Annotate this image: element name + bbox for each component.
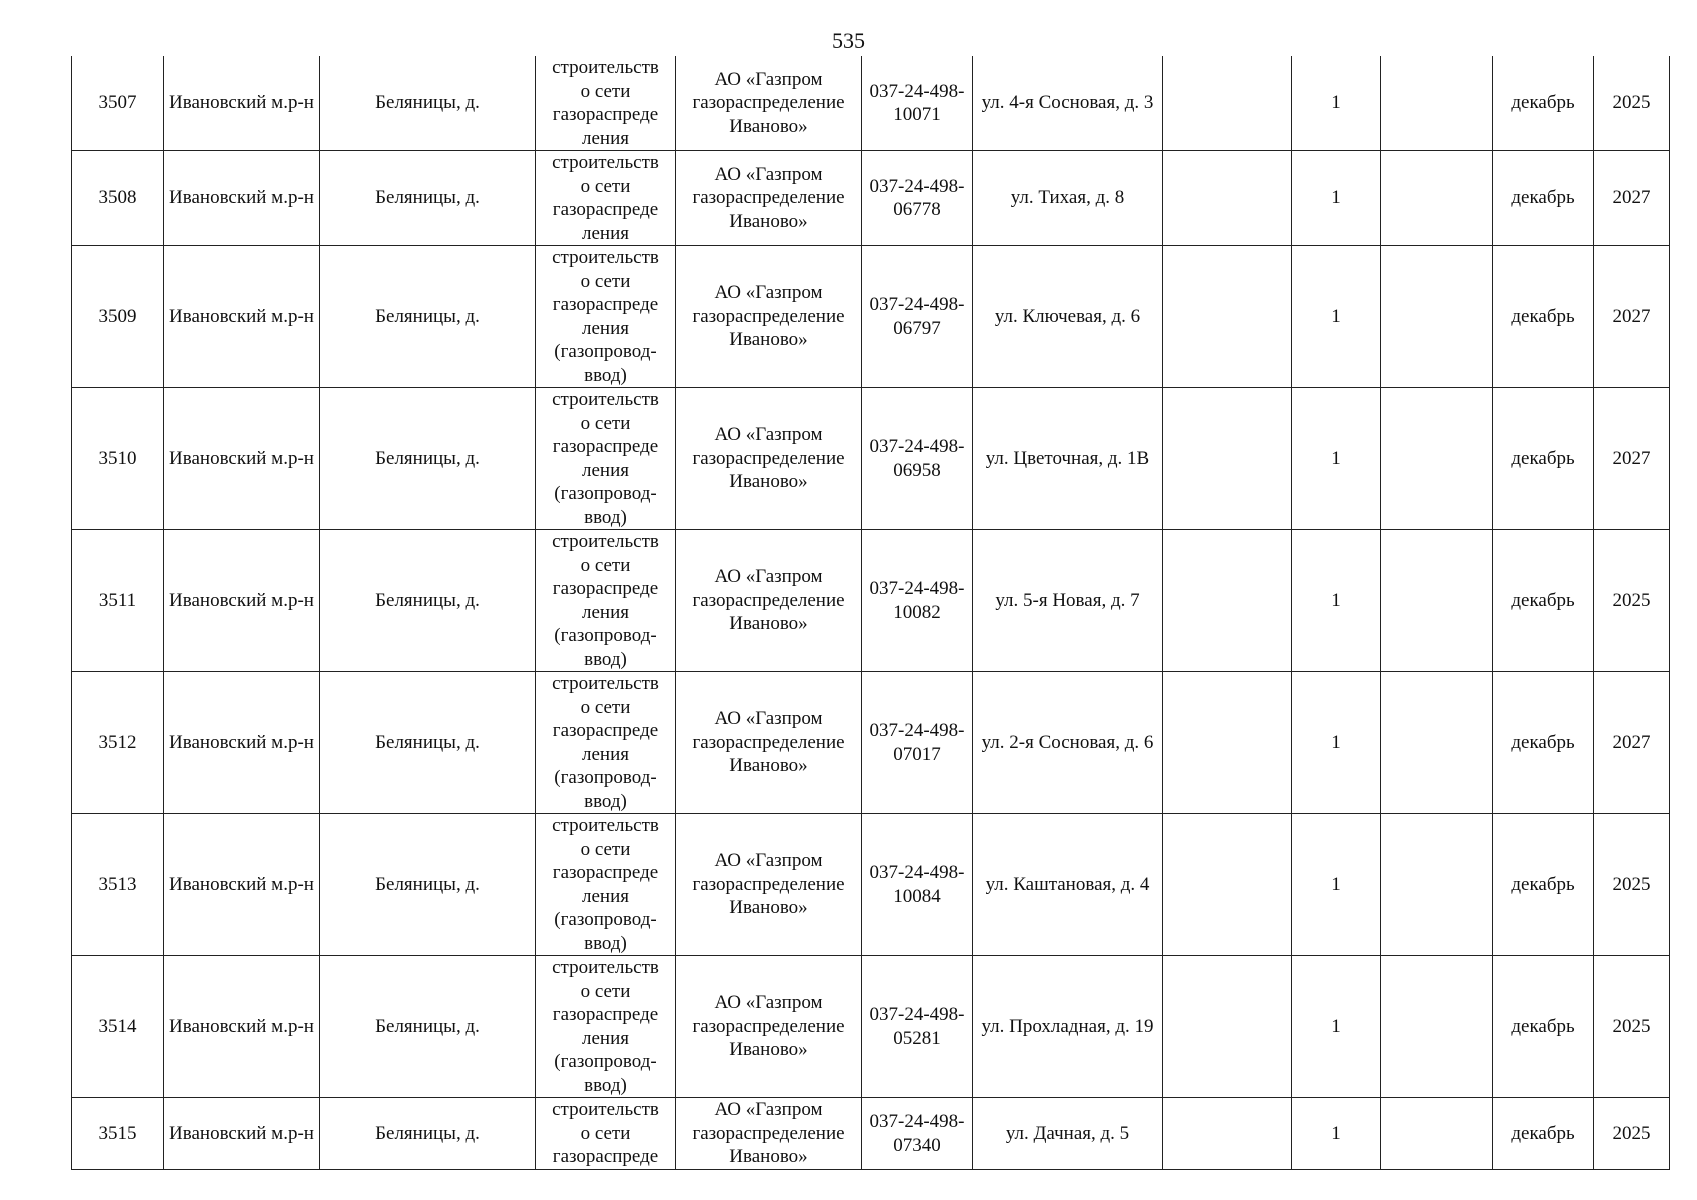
count-cell: 1 (1292, 814, 1381, 956)
work-type-line: о сети (580, 412, 631, 434)
count-cell: 1 (1292, 530, 1381, 672)
table-row (72, 151, 1670, 246)
locality-cell: Беляницы, д. (320, 530, 536, 672)
year-cell: 2027 (1594, 672, 1670, 814)
work-type-line: газораспреде (552, 294, 659, 315)
row-number: 3508 (72, 151, 164, 246)
work-type-line: строительств (552, 957, 659, 978)
district-cell: Ивановский м.р-н (164, 151, 320, 246)
work-type-line: о сети (580, 838, 631, 860)
empty-cell (1163, 672, 1292, 814)
application-number-cell: 037-24-498-05281 (862, 956, 973, 1098)
address-cell: ул. 4-я Сосновая, д. 3 (973, 56, 1163, 151)
address-cell: ул. Дачная, д. 5 (973, 1098, 1163, 1170)
locality-cell: Беляницы, д. (320, 56, 536, 151)
page-number: 535 (832, 28, 865, 53)
work-type-line: газораспреде (552, 720, 659, 741)
work-type-line: строительств (552, 1099, 659, 1121)
application-number-cell: 037-24-498-10082 (862, 530, 973, 672)
work-type-line: строительств (552, 57, 659, 78)
year-cell: 2025 (1594, 956, 1670, 1098)
empty-cell (1381, 530, 1493, 672)
operator-cell: АО «Газпром газораспределение Иваново» (676, 956, 862, 1098)
work-type-line: строительств (552, 389, 659, 410)
work-type-cell (536, 530, 676, 672)
work-type-line: строительств (552, 152, 659, 173)
district-cell: Ивановский м.р-н (164, 1098, 320, 1170)
work-type-line: газораспреде (552, 104, 659, 125)
district-cell: Ивановский м.р-н (164, 56, 320, 151)
register-body (72, 56, 1670, 1170)
work-type-line: газораспреде (552, 436, 659, 457)
locality-cell: Беляницы, д. (320, 672, 536, 814)
table-row (72, 246, 1670, 388)
count-cell: 1 (1292, 1098, 1381, 1170)
work-type-line: газораспреде (552, 1146, 659, 1168)
table-row (72, 388, 1670, 530)
operator-cell: АО «Газпром газораспределение Иваново» (676, 246, 862, 388)
operator-cell: АО «Газпром газораспределение Иваново» (676, 814, 862, 956)
empty-cell (1381, 814, 1493, 956)
work-type-line: ввод) (584, 506, 627, 528)
empty-cell (1381, 56, 1493, 151)
month-cell: декабрь (1493, 56, 1594, 151)
empty-cell (1163, 388, 1292, 530)
operator-cell: АО «Газпром газораспределение Иваново» (676, 1098, 862, 1170)
empty-cell (1163, 530, 1292, 672)
work-type-line: строительств (552, 247, 659, 268)
district-cell: Ивановский м.р-н (164, 956, 320, 1098)
count-cell: 1 (1292, 56, 1381, 151)
address-cell: ул. Прохладная, д. 19 (973, 956, 1163, 1098)
empty-cell (1163, 151, 1292, 246)
year-cell: 2025 (1594, 814, 1670, 956)
month-cell: декабрь (1493, 388, 1594, 530)
work-type-line: ввод) (584, 364, 627, 386)
work-type-line: строительств (552, 673, 659, 694)
count-cell: 1 (1292, 246, 1381, 388)
empty-cell (1381, 1098, 1493, 1170)
district-cell: Ивановский м.р-н (164, 814, 320, 956)
table-row (72, 814, 1670, 956)
work-type-line: ления (582, 222, 629, 244)
locality-cell: Беляницы, д. (320, 814, 536, 956)
work-type-line: ввод) (584, 648, 627, 670)
empty-cell (1381, 151, 1493, 246)
work-type-line: (газопровод- (554, 341, 657, 362)
work-type-line: о сети (580, 175, 631, 197)
address-cell: ул. Каштановая, д. 4 (973, 814, 1163, 956)
month-cell: декабрь (1493, 530, 1594, 672)
locality-cell: Беляницы, д. (320, 246, 536, 388)
application-number-cell: 037-24-498-07017 (862, 672, 973, 814)
empty-cell (1163, 56, 1292, 151)
work-type-line: о сети (580, 554, 631, 576)
count-cell: 1 (1292, 672, 1381, 814)
empty-cell (1163, 814, 1292, 956)
district-cell: Ивановский м.р-н (164, 388, 320, 530)
work-type-cell (536, 956, 676, 1098)
month-cell: декабрь (1493, 956, 1594, 1098)
application-number-cell: 037-24-498-07340 (862, 1098, 973, 1170)
empty-cell (1163, 1098, 1292, 1170)
year-cell: 2027 (1594, 388, 1670, 530)
row-number: 3510 (72, 388, 164, 530)
table-row (72, 1098, 1670, 1170)
month-cell: декабрь (1493, 246, 1594, 388)
work-type-line: ввод) (584, 932, 627, 954)
operator-cell: АО «Газпром газораспределение Иваново» (676, 151, 862, 246)
address-cell: ул. Тихая, д. 8 (973, 151, 1163, 246)
district-cell: Ивановский м.р-н (164, 246, 320, 388)
work-type-line: строительств (552, 815, 659, 836)
locality-cell: Беляницы, д. (320, 388, 536, 530)
table-row (72, 56, 1670, 151)
month-cell: декабрь (1493, 1098, 1594, 1170)
empty-cell (1381, 388, 1493, 530)
empty-cell (1163, 246, 1292, 388)
work-type-line: о сети (580, 980, 631, 1002)
year-cell: 2025 (1594, 1098, 1670, 1170)
work-type-line: газораспреде (552, 199, 659, 220)
work-type-line: ввод) (584, 1074, 627, 1096)
address-cell: ул. 2-я Сосновая, д. 6 (973, 672, 1163, 814)
table-row (72, 956, 1670, 1098)
work-type-line: газораспреде (552, 1004, 659, 1025)
work-type-line: ления (582, 1027, 629, 1049)
work-type-line: ления (582, 885, 629, 907)
empty-cell (1381, 246, 1493, 388)
district-cell: Ивановский м.р-н (164, 530, 320, 672)
application-number-cell: 037-24-498-06797 (862, 246, 973, 388)
row-number: 3515 (72, 1098, 164, 1170)
work-type-line: (газопровод- (554, 909, 657, 930)
locality-cell: Беляницы, д. (320, 151, 536, 246)
work-type-line: (газопровод- (554, 767, 657, 788)
count-cell: 1 (1292, 956, 1381, 1098)
work-type-cell (536, 246, 676, 388)
district-cell: Ивановский м.р-н (164, 672, 320, 814)
work-type-line: (газопровод- (554, 483, 657, 504)
work-type-line: о сети (580, 1122, 631, 1144)
work-type-line: о сети (580, 80, 631, 102)
empty-cell (1163, 956, 1292, 1098)
operator-cell: АО «Газпром газораспределение Иваново» (676, 388, 862, 530)
work-type-line: ления (582, 459, 629, 481)
year-cell: 2027 (1594, 246, 1670, 388)
work-type-line: ления (582, 317, 629, 339)
count-cell: 1 (1292, 388, 1381, 530)
locality-cell: Беляницы, д. (320, 1098, 536, 1170)
work-type-line: газораспреде (552, 578, 659, 599)
work-type-line: строительств (552, 531, 659, 552)
work-type-line: о сети (580, 270, 631, 292)
year-cell: 2027 (1594, 151, 1670, 246)
work-type-line: о сети (580, 696, 631, 718)
work-type-cell (536, 814, 676, 956)
row-number: 3507 (72, 56, 164, 151)
row-number: 3514 (72, 956, 164, 1098)
month-cell: декабрь (1493, 672, 1594, 814)
row-number: 3511 (72, 530, 164, 672)
table-row (72, 672, 1670, 814)
month-cell: декабрь (1493, 151, 1594, 246)
empty-cell (1381, 956, 1493, 1098)
operator-cell: АО «Газпром газораспределение Иваново» (676, 672, 862, 814)
work-type-cell (536, 388, 676, 530)
application-number-cell: 037-24-498-06778 (862, 151, 973, 246)
work-type-cell (536, 56, 676, 151)
address-cell: ул. Цветочная, д. 1В (973, 388, 1163, 530)
year-cell: 2025 (1594, 56, 1670, 151)
locality-cell: Беляницы, д. (320, 956, 536, 1098)
application-number-cell: 037-24-498-10084 (862, 814, 973, 956)
address-cell: ул. Ключевая, д. 6 (973, 246, 1163, 388)
table-row (72, 530, 1670, 672)
work-type-line: (газопровод- (554, 1051, 657, 1072)
row-number: 3509 (72, 246, 164, 388)
work-type-cell (536, 151, 676, 246)
work-type-cell (536, 1098, 676, 1170)
work-type-line: газораспреде (552, 862, 659, 883)
application-number-cell: 037-24-498-10071 (862, 56, 973, 151)
work-type-line: ления (582, 127, 629, 149)
address-cell: ул. 5-я Новая, д. 7 (973, 530, 1163, 672)
application-number-cell: 037-24-498-06958 (862, 388, 973, 530)
empty-cell (1381, 672, 1493, 814)
row-number: 3513 (72, 814, 164, 956)
work-type-cell (536, 672, 676, 814)
work-type-line: ления (582, 601, 629, 623)
month-cell: декабрь (1493, 814, 1594, 956)
row-number: 3512 (72, 672, 164, 814)
register-table (71, 56, 1670, 1170)
operator-cell: АО «Газпром газораспределение Иваново» (676, 530, 862, 672)
work-type-line: (газопровод- (554, 625, 657, 646)
year-cell: 2025 (1594, 530, 1670, 672)
operator-cell: АО «Газпром газораспределение Иваново» (676, 56, 862, 151)
work-type-line: ввод) (584, 790, 627, 812)
count-cell: 1 (1292, 151, 1381, 246)
work-type-line: ления (582, 743, 629, 765)
